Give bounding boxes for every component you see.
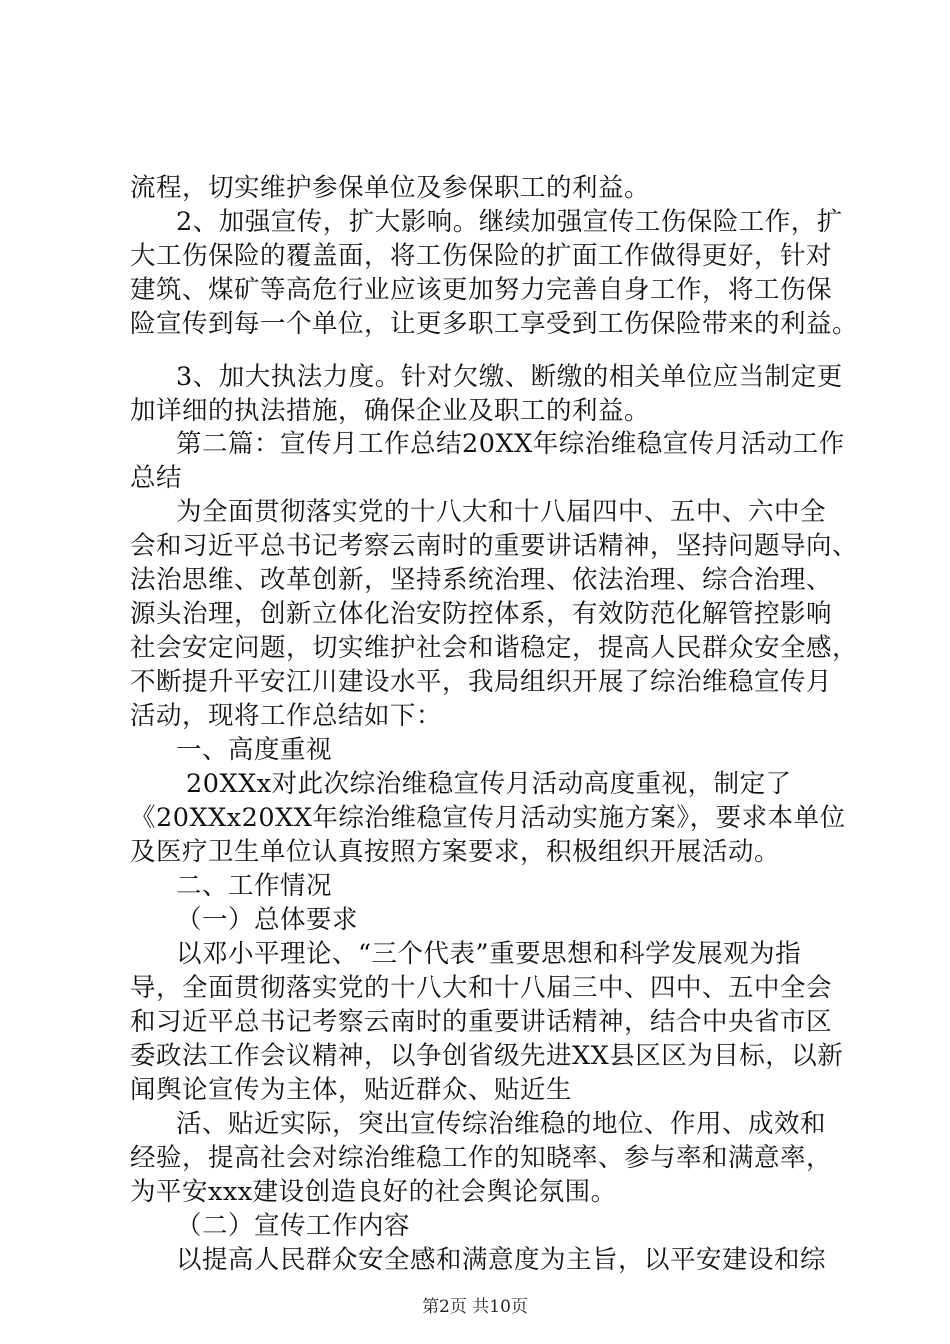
section-heading: （二）宣传工作内容 bbox=[176, 1211, 411, 1241]
text-line: 活动，现将工作总结如下： bbox=[130, 701, 443, 731]
text-line: 导，全面贯彻落实党的十八大和十八届三中、四中、五中全会 bbox=[130, 973, 833, 1003]
text-line: 经验，提高社会对综治维稳工作的知晓率、参与率和满意率， bbox=[130, 1143, 833, 1173]
text-line: 闻舆论宣传为主体，贴近群众、贴近生 bbox=[130, 1075, 573, 1105]
text-line: 为全面贯彻落实党的十八大和十八届四中、五中、六中全 bbox=[176, 497, 827, 527]
text-line: 活、贴近实际，突出宣传综治维稳的地位、作用、成效和 bbox=[176, 1109, 827, 1139]
text-line: 以提高人民群众安全感和满意度为主旨，以平安建设和综 bbox=[176, 1245, 827, 1275]
text-line: 加详细的执法措施，确保企业及职工的利益。 bbox=[130, 396, 651, 426]
text-line: 3、加大执法力度。针对欠缴、断缴的相关单位应当制定更 bbox=[176, 362, 843, 392]
section-heading: 第二篇：宣传月工作总结20XX年综治维稳宣传月活动工作 bbox=[176, 429, 845, 459]
text-line: 2、加强宣传，扩大影响。继续加强宣传工伤保险工作，扩 bbox=[176, 207, 843, 237]
page-number: 第2页 共10页 bbox=[422, 1297, 528, 1317]
text-line: 险宣传到每一个单位，让更多职工享受到工伤保险带来的利益。 bbox=[130, 309, 859, 339]
text-line: 委政法工作会议精神，以争创省级先进XX县区区为目标，以新 bbox=[130, 1041, 844, 1071]
section-heading: 总结 bbox=[130, 463, 183, 493]
text-line: 大工伤保险的覆盖面，将工伤保险的扩面工作做得更好，针对 bbox=[130, 241, 833, 271]
section-heading: 二、工作情况 bbox=[176, 871, 333, 901]
text-line: 以邓小平理论、“三个代表”重要思想和科学发展观为指 bbox=[176, 939, 802, 969]
text-line: 为平安xxx建设创造良好的社会舆论氛围。 bbox=[130, 1177, 617, 1207]
text-line: 《20XXx20XX年综治维稳宣传月活动实施方案》，要求本单位 bbox=[130, 803, 846, 833]
text-line: 法治思维、改革创新，坚持系统治理、依法治理、综合治理、 bbox=[130, 565, 833, 595]
text-line: 源头治理，创新立体化治安防控体系，有效防范化解管控影响 bbox=[130, 599, 833, 629]
text-line: 20XXx对此次综治维稳宣传月活动高度重视，制定了 bbox=[186, 769, 792, 799]
text-line: 社会安定问题，切实维护社会和谐稳定，提高人民群众安全感， bbox=[130, 633, 859, 663]
text-line: 会和习近平总书记考察云南时的重要讲话精神，坚持问题导向、 bbox=[130, 531, 859, 561]
text-line: 和习近平总书记考察云南时的重要讲话精神，结合中央省市区 bbox=[130, 1007, 833, 1037]
section-heading: 一、高度重视 bbox=[176, 735, 333, 765]
text-line: 建筑、煤矿等高危行业应该更加努力完善自身工作，将工伤保 bbox=[130, 275, 833, 305]
section-heading: （一）总体要求 bbox=[176, 905, 359, 935]
text-line: 及医疗卫生单位认真按照方案要求，积极组织开展活动。 bbox=[130, 837, 781, 867]
text-line: 流程，切实维护参保单位及参保职工的利益。 bbox=[130, 173, 651, 203]
text-line: 不断提升平安江川建设水平，我局组织开展了综治维稳宣传月 bbox=[130, 667, 833, 697]
